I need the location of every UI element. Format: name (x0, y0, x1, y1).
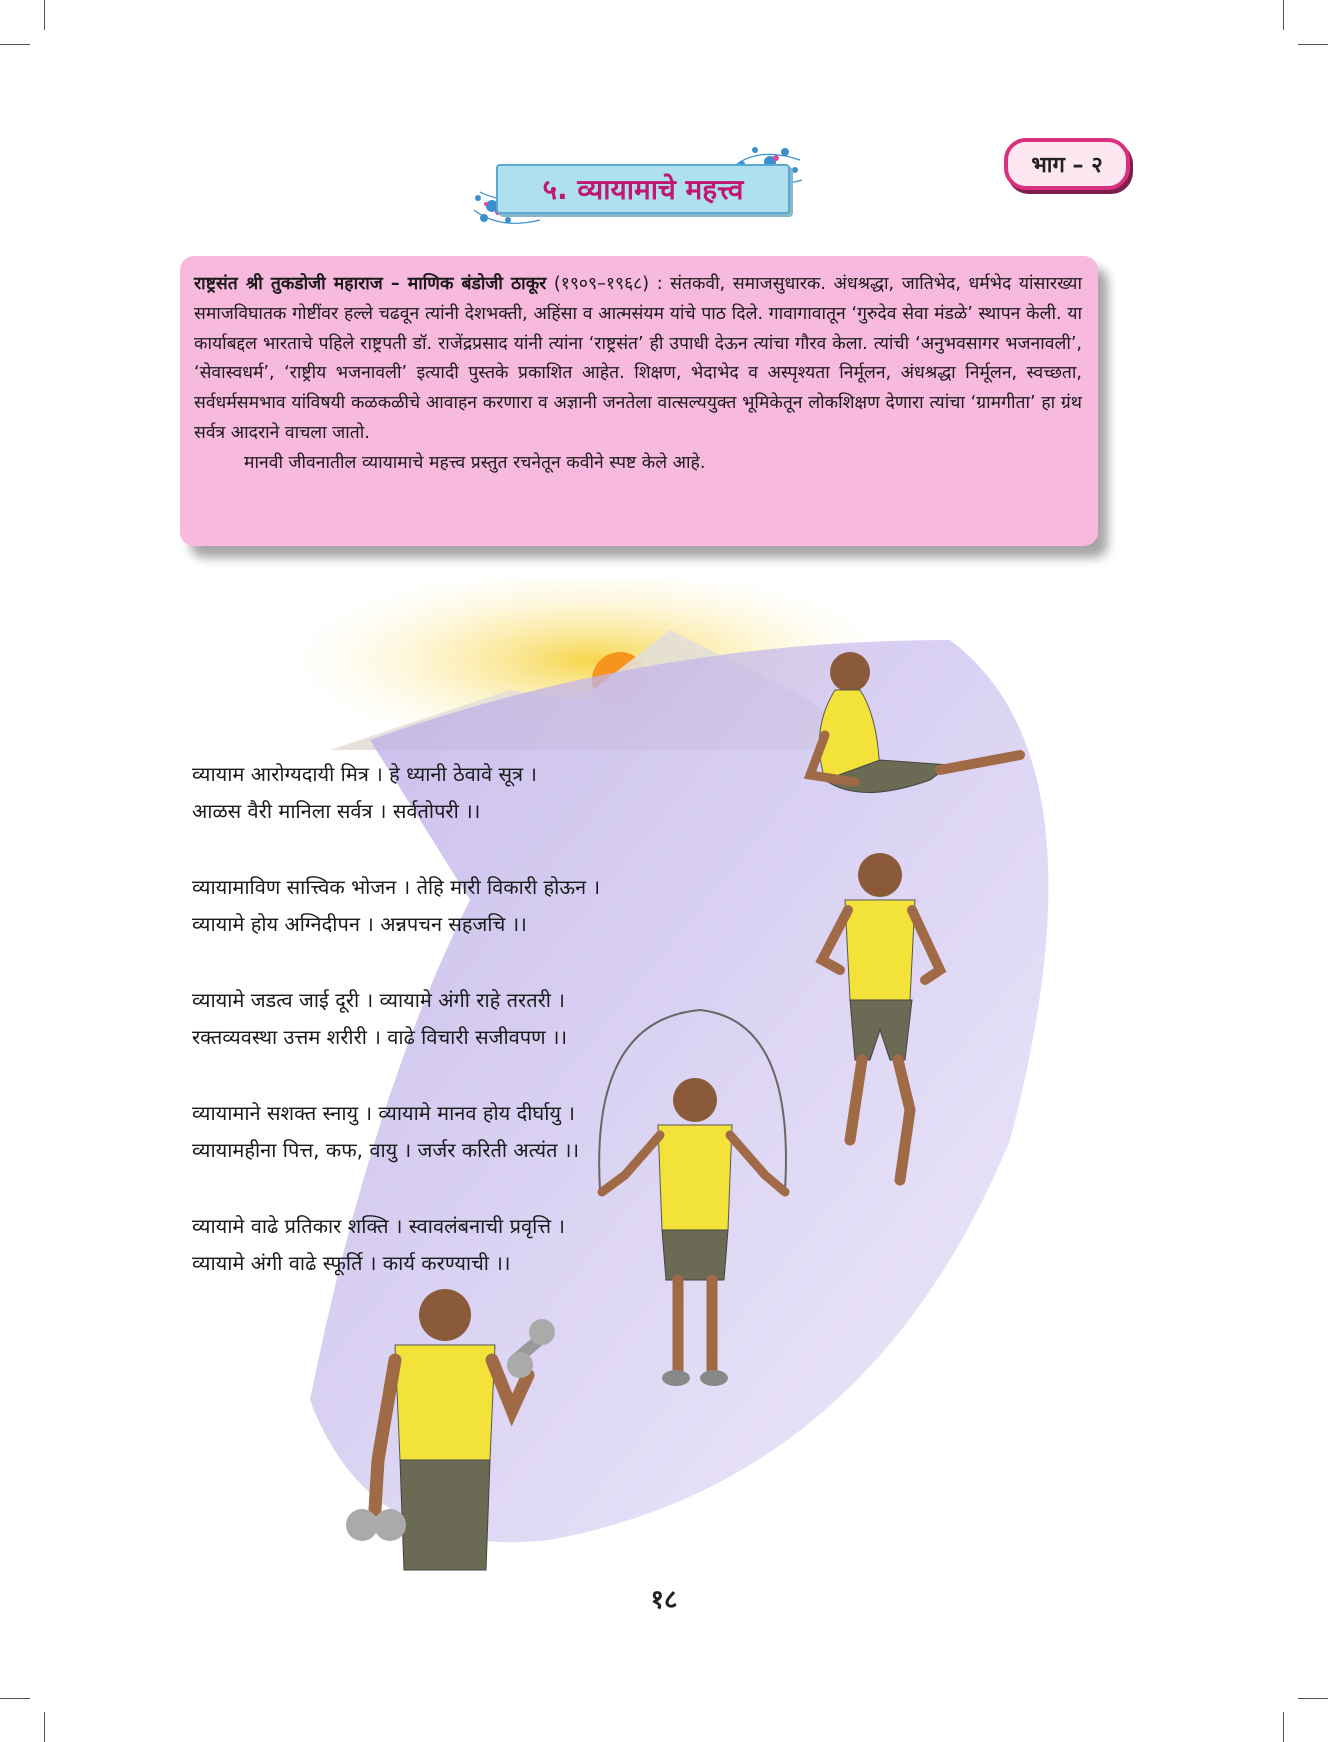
poem-stanza (192, 1095, 600, 1169)
poem-line: व्यायामाविण सात्त्विक भोजन । तेहि मारी विकारी होऊन । (192, 875, 601, 899)
crop-mark (44, 1712, 45, 1742)
crop-mark (1298, 44, 1328, 45)
author-bio-box (180, 256, 1098, 546)
poem-line: व्यायामे जडत्व जाई दूरी । व्यायामे अंगी राहे तरतरी । (192, 988, 565, 1012)
poem-line: व्यायामाने सशक्त स्नायु । व्यायामे मानव होय दीर्घायु । (192, 1101, 575, 1125)
author-bio-text: (१९०९–१९६८) : संतकवी, समाजसुधारक. अंधश्रद्धा, जातिभेद, धर्मभेद यांसारख्या समाजविघातक गोष्टींवर हल्ले चढवून त्यांनी देशभक्ती, अहिंसा व आत्मसंयम यांचे पाठ दिले. गावागावातून ‘गुरुदेव सेवा मंडळे’ स्थापन केली. या कार्याबद्दल भारताचे पहिले राष्ट्रपती डॉ. राजेंद्रप्रसाद यांनी त्यांना ‘राष्ट्रसंत’ ही उपाधी देऊन त्यांचा गौरव केला. त्यांची ‘अनुभवसागर भजनावली’, ‘सेवास्वधर्म’, ‘राष्ट्रीय भजनावली’ इत्यादी पुस्तके प्रकाशित आहेत. शिक्षण, भेदाभेद व अस्पृश्यता निर्मूलन, अंधश्रद्धा निर्मूलन, स्वच्छता, सर्वधर्मसमभाव यांविषयी कळकळीचे आवाहन करणारा व अज्ञानी जनतेला वात्सल्ययुक्त भूमिकेतून लोकशिक्षण देणारा त्यांचा ‘ग्रामगीता’ हा ग्रंथ सर्वत्र आदराने वाचला जातो. (194, 274, 1082, 443)
crop-mark (0, 44, 30, 45)
page-number: १८ (650, 1585, 678, 1615)
poem-line: व्यायामे अंगी वाढे स्फूर्ति । कार्य करण्याची ।। (192, 1251, 511, 1275)
poem-line: व्यायामहीना पित्त, कफ, वायु । जर्जर करिती अत्यंत ।। (192, 1138, 580, 1162)
part-badge: भाग – २ (1004, 138, 1130, 190)
chapter-title: ५. व्यायामाचे महत्त्व (496, 164, 790, 214)
poem-stanza (192, 1208, 600, 1282)
poem-line: आळस वैरी मानिला सर्वत्र । सर्वतोपरी ।। (192, 799, 481, 823)
poem-stanza (192, 756, 600, 830)
crop-mark (0, 1698, 30, 1699)
poem-intro: मानवी जीवनातील व्यायामाचे महत्त्व प्रस्तुत रचनेतून कवीने स्पष्ट केले आहे. (244, 452, 706, 473)
crop-mark (1283, 1712, 1284, 1742)
author-name: राष्ट्रसंत श्री तुकडोजी महाराज – माणिक बंडोजी ठाकूर (194, 274, 547, 294)
poem-line: रक्तव्यवस्था उत्तम शरीरी । वाढे विचारी सजीवपण ।। (192, 1025, 568, 1049)
crop-mark (44, 0, 45, 30)
crop-mark (1298, 1698, 1328, 1699)
poem-line: व्यायाम आरोग्यदायी मित्र । हे ध्यानी ठेवावे सूत्र । (192, 762, 537, 786)
poem (192, 756, 600, 1321)
poem-stanza (192, 869, 600, 943)
poem-stanza (192, 982, 600, 1056)
chapter-title-banner (470, 140, 810, 230)
poem-line: व्यायामे वाढे प्रतिकार शक्ति । स्वावलंबनाची प्रवृत्ति । (192, 1214, 566, 1238)
poem-line: व्यायामे होय अग्निदीपन । अन्नपचन सहजचि ।। (192, 912, 527, 936)
crop-mark (1283, 0, 1284, 30)
